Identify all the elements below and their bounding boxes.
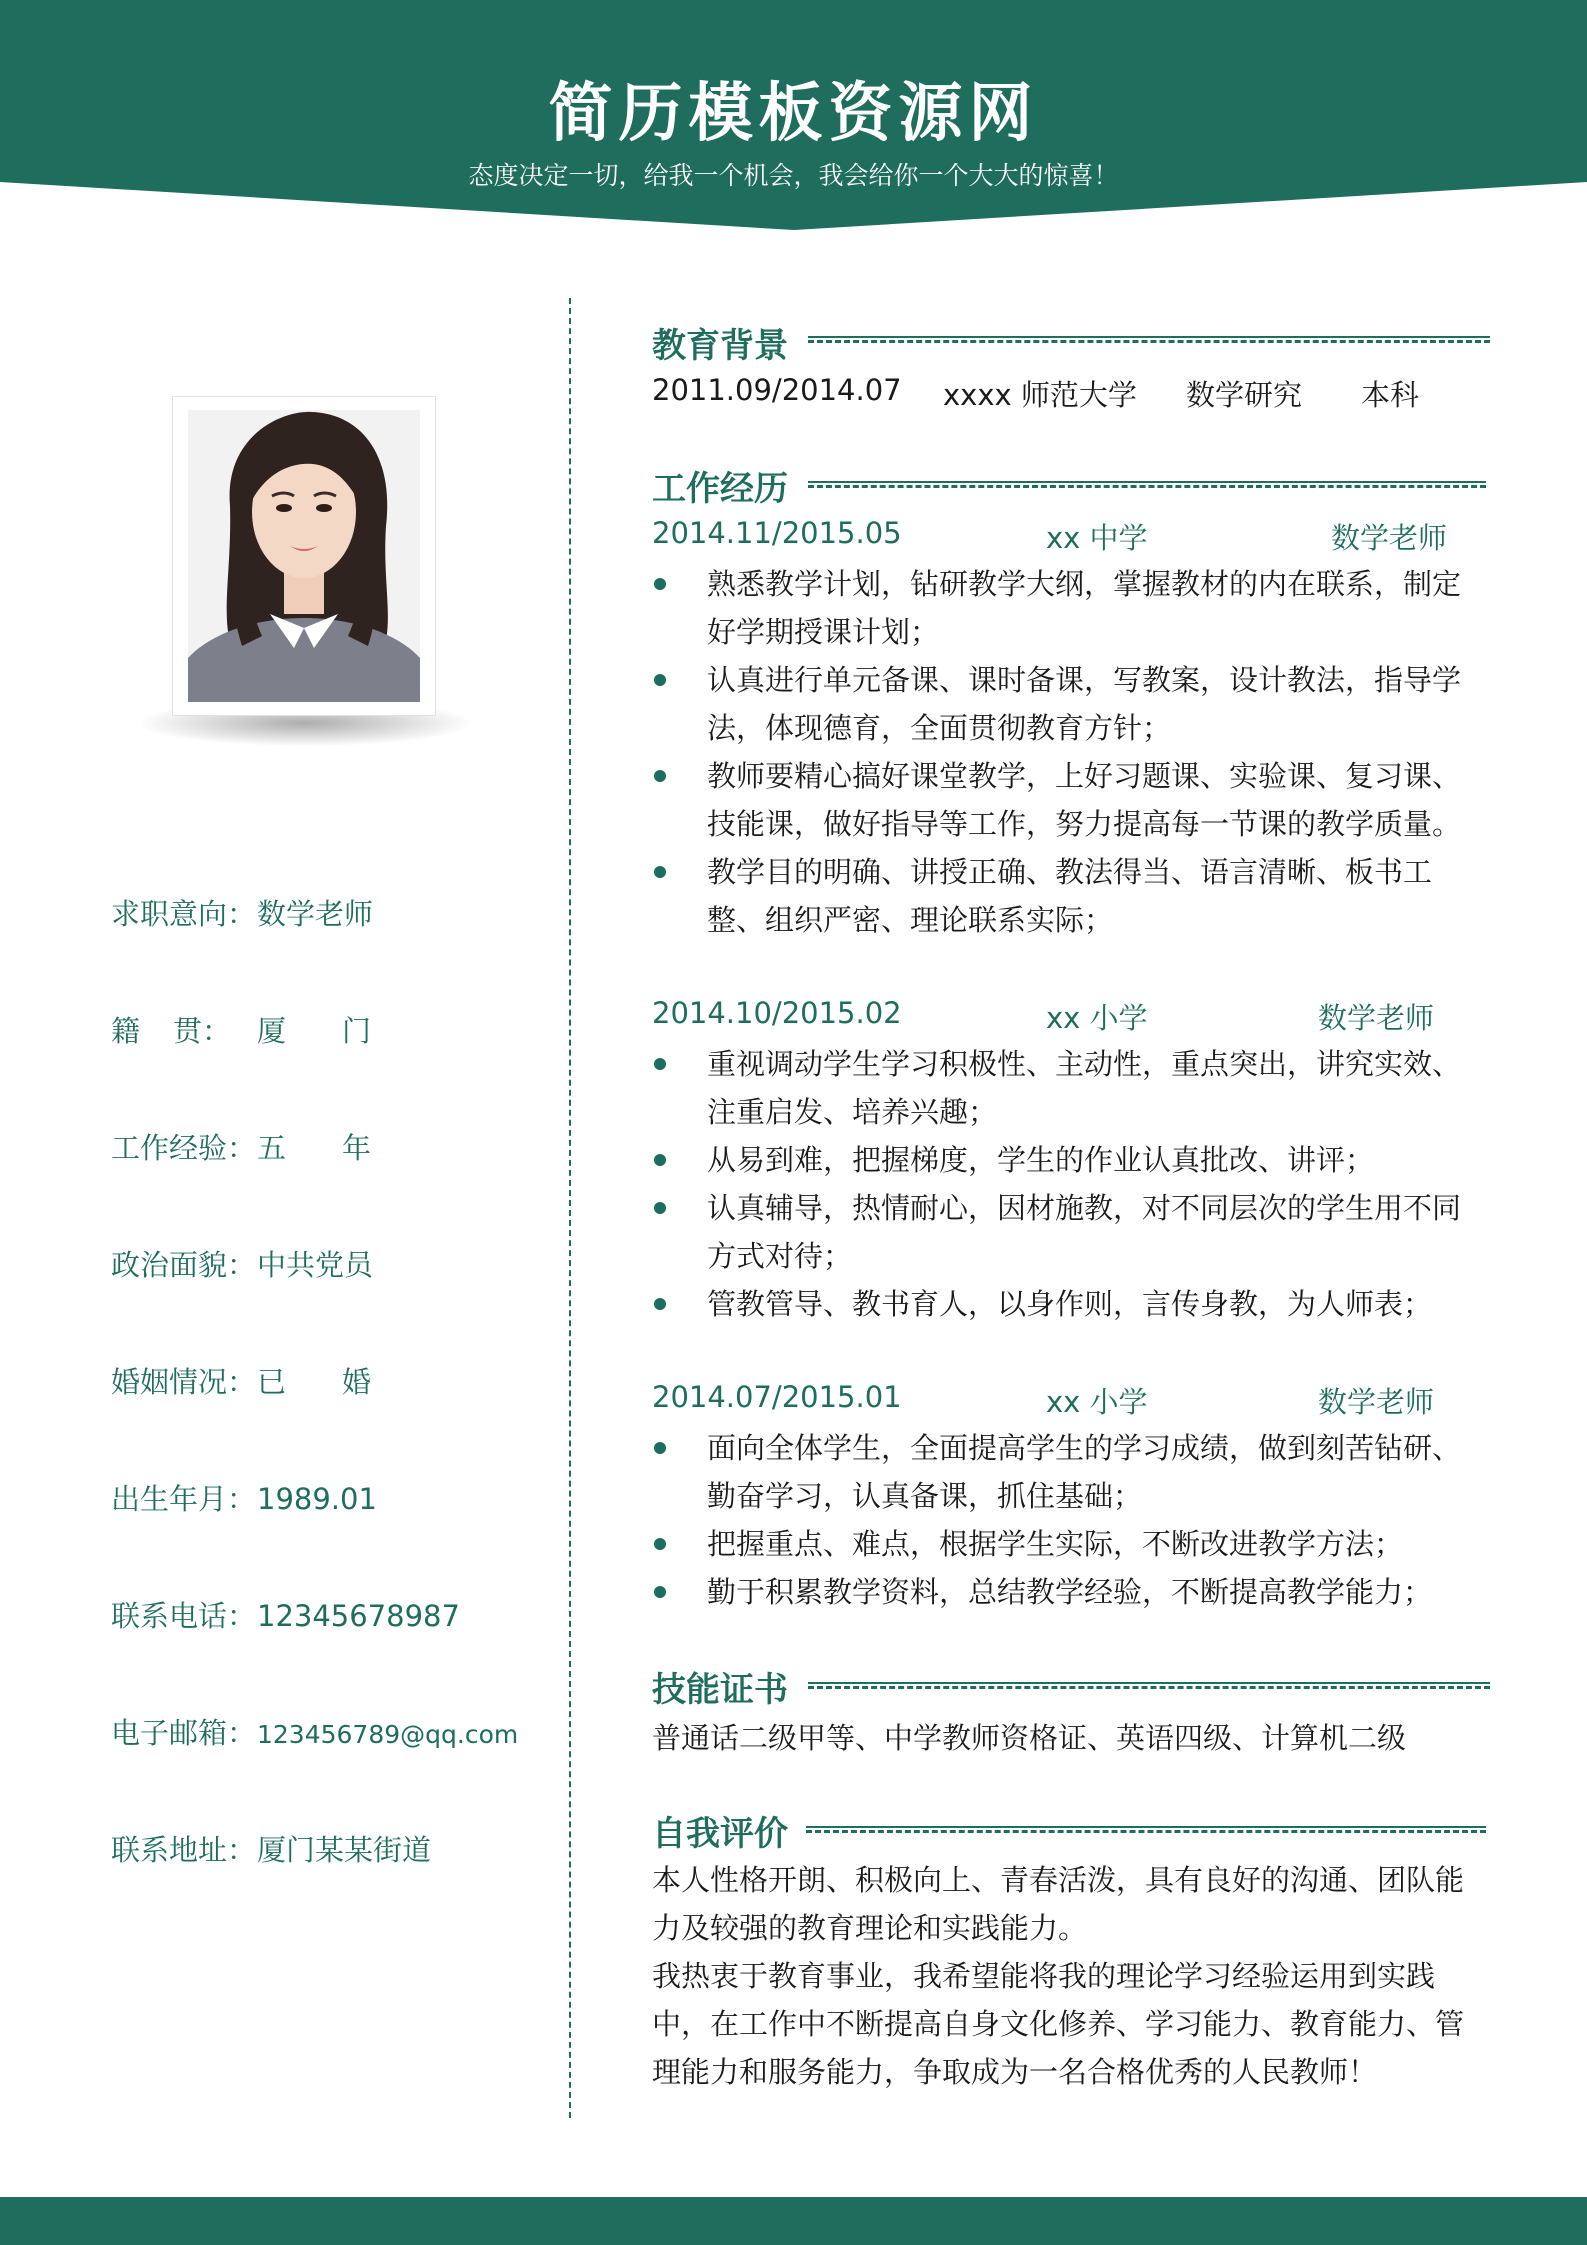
duty-text: 认真辅导，热情耐心，因材施教，对不同层次的学生用不同方式对待； — [707, 1191, 1462, 1273]
education-major: 数学研究 — [1186, 378, 1303, 412]
info-address-label: 联系地址： — [111, 1833, 257, 1867]
job-1-duties — [652, 560, 1472, 944]
self-eval-rule — [806, 1826, 1486, 1833]
info-birth-value: 1989.01 — [257, 1482, 377, 1516]
info-marital-value — [257, 1360, 371, 1401]
info-political-label: 政治面貌： — [111, 1248, 257, 1282]
job-2-period: 2014.10/2015.02 — [652, 996, 902, 1030]
bullet-dot — [654, 1442, 666, 1454]
info-birth — [111, 1477, 541, 1517]
info-native-label-char-2: 贯： — [172, 1014, 231, 1048]
bullet-dot — [654, 866, 666, 878]
bullet-dot — [654, 1058, 666, 1070]
education-degree: 本科 — [1361, 378, 1420, 412]
profile-photo — [172, 396, 436, 716]
info-birth-label: 出生年月： — [111, 1482, 257, 1516]
skills-rule — [808, 1682, 1490, 1689]
bullet-dot — [654, 578, 666, 590]
list-item — [652, 1136, 1472, 1184]
job-3-duties — [652, 1424, 1472, 1616]
job-1-period: 2014.11/2015.05 — [652, 516, 902, 550]
job-3-period: 2014.07/2015.01 — [652, 1380, 902, 1414]
info-email — [111, 1711, 541, 1751]
info-marital-value-char-2: 婚 — [341, 1365, 371, 1399]
job-3-org: xx 小学 — [1046, 1385, 1148, 1419]
info-experience-label: 工作经验： — [111, 1131, 257, 1165]
education-rule — [808, 336, 1490, 343]
info-email-value: 123456789@qq.com — [257, 1720, 519, 1749]
list-item — [652, 656, 1472, 752]
info-native-value-char-1: 厦 — [257, 1014, 287, 1048]
footer-band — [0, 2197, 1587, 2245]
list-item — [652, 1280, 1472, 1328]
info-experience-value-char-2: 年 — [341, 1131, 371, 1165]
list-item — [652, 1520, 1472, 1568]
info-objective — [111, 892, 541, 932]
bullet-dot — [654, 770, 666, 782]
duty-text: 教学目的明确、讲授正确、教法得当、语言清晰、板书工整、组织严密、理论联系实际； — [707, 855, 1433, 937]
duty-text: 管教管导、教书育人，以身作则，言传身教，为人师表； — [707, 1287, 1433, 1321]
job-1-role: 数学老师 — [1331, 521, 1448, 555]
list-item — [652, 1184, 1472, 1280]
info-phone — [111, 1594, 541, 1634]
portrait-illustration — [172, 396, 436, 716]
info-political-value: 中共党员 — [257, 1248, 374, 1282]
info-native-value — [257, 1009, 371, 1050]
info-marital-value-char-1: 已 — [257, 1365, 287, 1399]
bullet-dot — [654, 1154, 666, 1166]
info-marital — [111, 1360, 541, 1400]
list-item — [652, 1568, 1472, 1616]
job-2-role: 数学老师 — [1318, 1001, 1435, 1035]
info-objective-value: 数学老师 — [257, 897, 374, 931]
info-native-label-char-1: 籍 — [111, 1014, 141, 1048]
self-eval-paragraph-2: 我热衷于教育事业，我希望能将我的理论学习经验运用到实践中，在工作中不断提高自身文化修养、学习能力、教育能力、管理能力和服务能力，争取成为一名合格优秀的人民教师！ — [652, 1959, 1465, 2089]
bullet-dot — [654, 1586, 666, 1598]
info-address — [111, 1828, 541, 1868]
info-political — [111, 1243, 541, 1283]
header-title: 简历模板资源网 — [548, 77, 1039, 151]
education-title: 教育背景 — [652, 326, 788, 366]
header-banner — [0, 0, 1587, 232]
work-rule — [808, 481, 1486, 488]
skills-text: 普通话二级甲等、中学教师资格证、英语四级、计算机二级 — [652, 1721, 1407, 1755]
duty-text: 面向全体学生，全面提高学生的学习成绩，做到刻苦钻研、勤奋学习，认真备课，抓住基础； — [707, 1431, 1462, 1513]
list-item — [652, 1040, 1472, 1136]
job-2-org: xx 小学 — [1046, 1001, 1148, 1035]
bullet-dot — [654, 1202, 666, 1214]
info-phone-value: 12345678987 — [257, 1599, 460, 1633]
info-native-place — [111, 1009, 541, 1049]
bullet-dot — [654, 1298, 666, 1310]
vertical-divider — [569, 298, 571, 2118]
header-subtitle: 态度决定一切，给我一个机会，我会给你一个大大的惊喜！ — [468, 161, 1119, 190]
skills-title: 技能证书 — [652, 1670, 788, 1710]
duty-text: 重视调动学生学习积极性、主动性，重点突出，讲究实效、注重启发、培养兴趣； — [707, 1047, 1462, 1129]
info-experience — [111, 1126, 541, 1166]
info-experience-value — [257, 1126, 371, 1167]
info-phone-label: 联系电话： — [111, 1599, 257, 1633]
education-period: 2011.09/2014.07 — [652, 373, 902, 407]
work-title: 工作经历 — [652, 469, 788, 509]
duty-text: 勤于积累教学资料，总结教学经验，不断提高教学能力； — [707, 1575, 1433, 1609]
duty-text: 教师要精心搞好课堂教学，上好习题课、实验课、复习课、技能课，做好指导等工作，努力提高每一节课的教学质量。 — [707, 759, 1462, 841]
duty-text: 认真进行单元备课、课时备课，写教案，设计教法，指导学法，体现德育，全面贯彻教育方针； — [707, 663, 1462, 745]
bullet-dot — [654, 1538, 666, 1550]
duty-text: 熟悉教学计划，钻研教学大纲，掌握教材的内在联系，制定好学期授课计划； — [707, 567, 1462, 649]
duty-text: 把握重点、难点，根据学生实际，不断改进教学方法； — [707, 1527, 1404, 1561]
job-2-duties — [652, 1040, 1472, 1328]
job-3-role: 数学老师 — [1318, 1385, 1435, 1419]
self-eval-title: 自我评价 — [652, 1814, 788, 1854]
info-native-label — [111, 1009, 231, 1050]
list-item — [652, 560, 1472, 656]
duty-text: 从易到难，把握梯度，学生的作业认真批改、讲评； — [707, 1143, 1375, 1177]
info-experience-value-char-1: 五 — [257, 1131, 287, 1165]
info-address-value: 厦门某某街道 — [257, 1833, 432, 1867]
info-email-label: 电子邮箱： — [111, 1716, 257, 1750]
list-item — [652, 1424, 1472, 1520]
info-objective-label: 求职意向： — [111, 897, 257, 931]
list-item — [652, 752, 1472, 848]
job-1-org: xx 中学 — [1046, 521, 1148, 555]
bullet-dot — [654, 674, 666, 686]
list-item — [652, 848, 1472, 944]
info-native-value-char-2: 门 — [341, 1014, 371, 1048]
info-marital-label: 婚姻情况： — [111, 1365, 257, 1399]
self-eval-paragraph-1: 本人性格开朗、积极向上、青春活泼，具有良好的沟通、团队能力及较强的教育理论和实践能力。 — [652, 1863, 1465, 1945]
education-school: xxxx 师范大学 — [943, 378, 1137, 412]
